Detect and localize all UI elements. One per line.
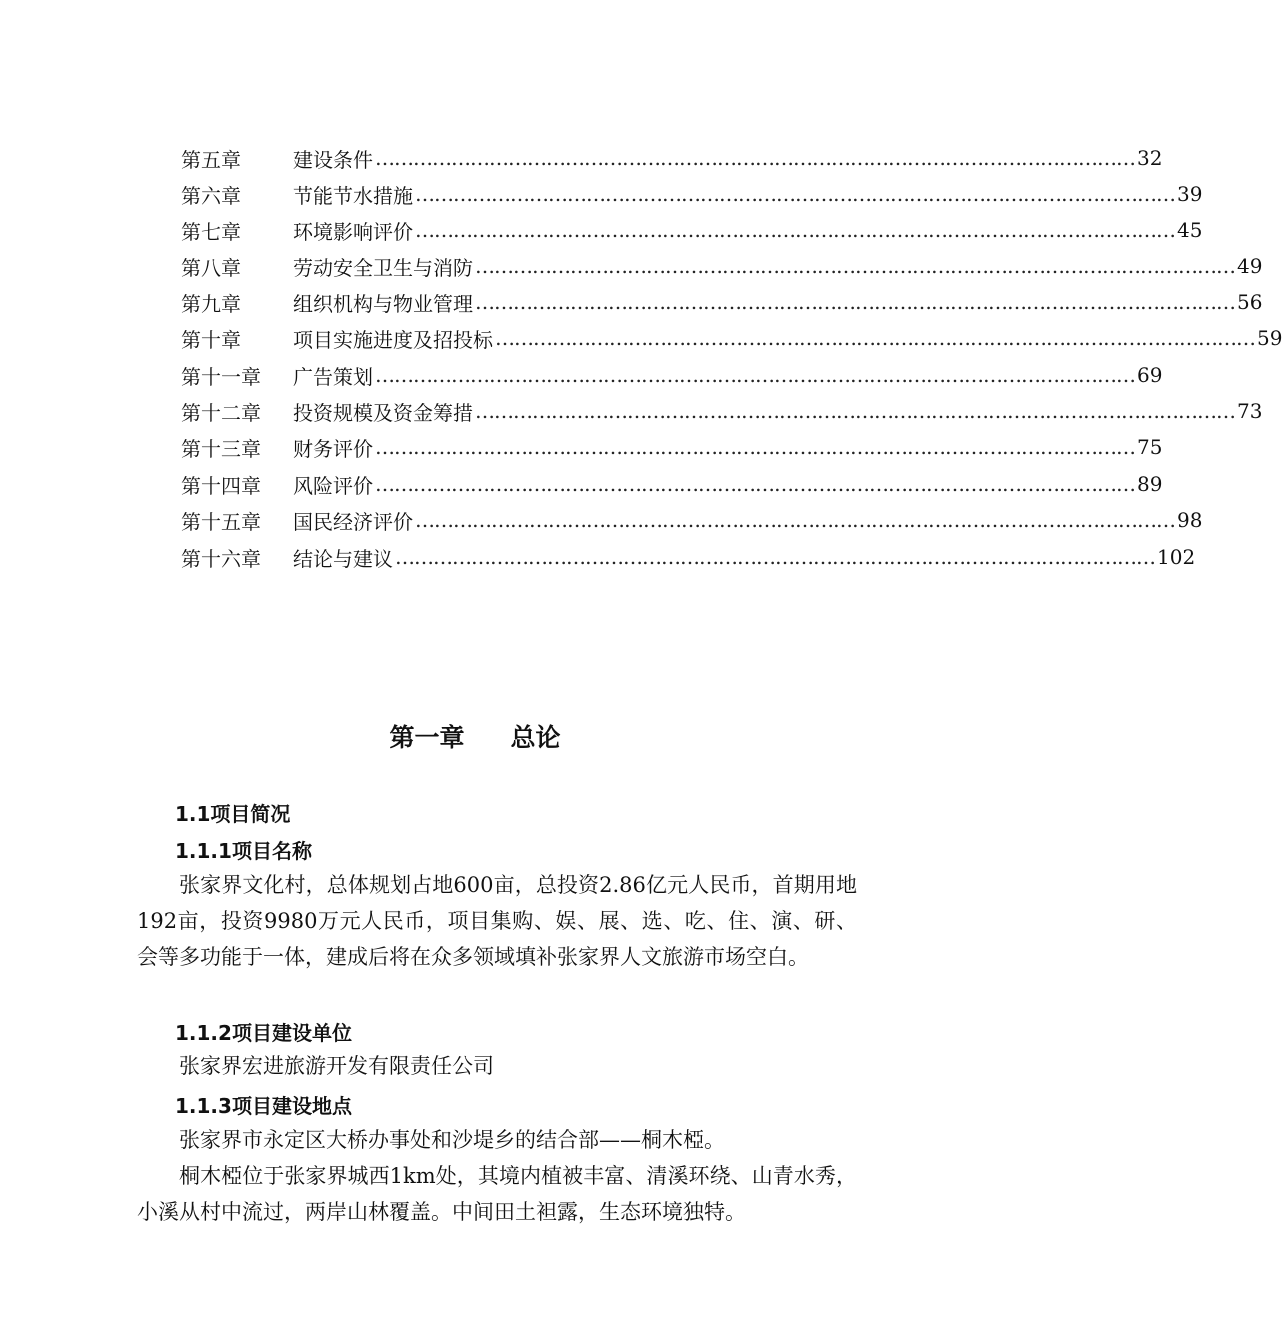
toc-leader-dots: ………………………………………………………………………………………………………… (375, 363, 1135, 387)
chapter-number: 第一章 (389, 723, 465, 752)
toc-page-number: 89 (1137, 472, 1163, 496)
toc-entry (181, 393, 1263, 429)
toc-chapter-number: 第五章 (181, 147, 241, 172)
toc-chapter-title: 财务评价 (293, 436, 373, 461)
toc-page-number: 73 (1237, 399, 1263, 423)
toc-page-number: 45 (1177, 218, 1203, 242)
toc-leader-dots: ………………………………………………………………………………………………………… (475, 290, 1235, 314)
toc-chapter-number: 第十六章 (181, 546, 261, 571)
toc-chapter-number: 第十二章 (181, 400, 261, 425)
toc-page-number: 39 (1177, 182, 1203, 206)
toc-entry (181, 429, 1163, 465)
toc-page-number: 102 (1157, 545, 1196, 569)
toc-page-number: 59 (1257, 326, 1282, 350)
toc-page-number: 69 (1137, 363, 1163, 387)
toc-chapter-title: 广告策划 (293, 364, 373, 389)
toc-chapter-number: 第九章 (181, 291, 241, 316)
toc-entry (181, 284, 1263, 320)
section-heading-1-1-1: 1.1.1项目名称 (175, 839, 312, 863)
paragraph-construction-unit: 张家界宏进旅游开发有限责任公司 (179, 1054, 494, 1078)
toc-page-number: 75 (1137, 435, 1163, 459)
toc-chapter-title: 环境影响评价 (293, 219, 413, 244)
toc-chapter-number: 第十三章 (181, 436, 261, 461)
toc-page-number: 56 (1237, 290, 1263, 314)
toc-leader-dots: ………………………………………………………………………………………………………… (375, 472, 1135, 496)
toc-chapter-number: 第十一章 (181, 364, 261, 389)
toc-chapter-title: 节能节水措施 (293, 183, 413, 208)
toc-chapter-number: 第七章 (181, 219, 241, 244)
toc-chapter-title: 风险评价 (293, 473, 373, 498)
toc-chapter-title: 劳动安全卫生与消防 (293, 255, 473, 280)
section-heading-1-1-3: 1.1.3项目建设地点 (175, 1094, 352, 1118)
toc-entry (181, 176, 1203, 212)
toc-chapter-title: 建设条件 (293, 147, 373, 172)
chapter-heading (0, 718, 950, 754)
toc-entry (181, 320, 1282, 356)
toc-page-number: 49 (1237, 254, 1263, 278)
toc-chapter-number: 第十章 (181, 327, 241, 352)
toc-entry (181, 140, 1163, 176)
paragraph-project-name: 张家界文化村，总体规划占地600亩，总投资2.86亿元人民币，首期用地192亩，投资9980万元人民币，项目集购、娱、展、选、吃、住、演、研、会等多功能于一体，建成后将在众多领域填补张家界人文旅游市场空白。 (137, 873, 857, 969)
toc-chapter-number: 第八章 (181, 255, 241, 280)
chapter-title: 总论 (510, 723, 561, 752)
toc-leader-dots: ………………………………………………………………………………………………………… (415, 218, 1175, 242)
toc-chapter-number: 第十四章 (181, 473, 261, 498)
toc-leader-dots: ………………………………………………………………………………………………………… (395, 545, 1155, 569)
toc-entry (181, 248, 1263, 284)
toc-leader-dots: ………………………………………………………………………………………………………… (495, 326, 1255, 350)
section-heading-1-1: 1.1项目简况 (175, 802, 291, 826)
toc-entry (181, 539, 1196, 575)
toc-chapter-title: 投资规模及资金筹措 (293, 400, 473, 425)
toc-entry (181, 502, 1203, 538)
toc-page-number: 98 (1177, 508, 1203, 532)
toc-chapter-title: 结论与建议 (293, 546, 393, 571)
toc-entry (181, 357, 1163, 393)
toc-leader-dots: ………………………………………………………………………………………………………… (415, 508, 1175, 532)
toc-leader-dots: ………………………………………………………………………………………………………… (375, 146, 1135, 170)
toc-leader-dots: ………………………………………………………………………………………………………… (375, 435, 1135, 459)
toc-chapter-title: 国民经济评价 (293, 509, 413, 534)
toc-chapter-title: 项目实施进度及招投标 (293, 327, 493, 352)
toc-chapter-title: 组织机构与物业管理 (293, 291, 473, 316)
paragraph-location-detail: 桐木椏位于张家界城西1km处，其境内植被丰富、清溪环绕、山青水秀，小溪从村中流过，两岸山林覆盖。中间田土袒露，生态环境独特。 (137, 1164, 857, 1224)
toc-leader-dots: ………………………………………………………………………………………………………… (475, 254, 1235, 278)
toc-page-number: 32 (1137, 146, 1163, 170)
section-heading-1-1-2: 1.1.2项目建设单位 (175, 1021, 352, 1045)
toc-entry (181, 212, 1203, 248)
toc-leader-dots: ………………………………………………………………………………………………………… (475, 399, 1235, 423)
paragraph-location: 张家界市永定区大桥办事处和沙堤乡的结合部——桐木椏。 (179, 1128, 725, 1152)
toc-leader-dots: ………………………………………………………………………………………………………… (415, 182, 1175, 206)
toc-entry (181, 466, 1163, 502)
toc-chapter-number: 第十五章 (181, 509, 261, 534)
toc-chapter-number: 第六章 (181, 183, 241, 208)
